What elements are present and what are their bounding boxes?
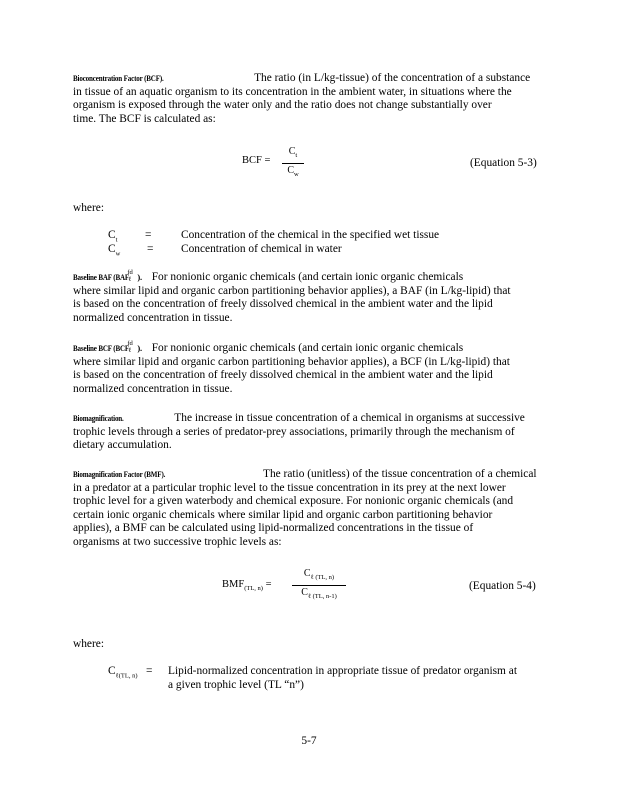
biomagnification-paragraph xyxy=(73,412,601,453)
definition-row xyxy=(108,243,528,257)
biomag-line3: dietary accumulation. xyxy=(73,439,172,452)
baseline-baf-term: Baseline BAF (BAF xyxy=(73,272,130,282)
bmf-line5: applies), a BMF can be calculated using lipid-normalized concentrations in the tissue of xyxy=(73,522,474,535)
def3-eq: = xyxy=(146,665,153,677)
eq54-den: C xyxy=(301,587,308,598)
biomag-line2: trophic levels through a series of predator-prey associations, primarily through the mechanism of xyxy=(73,425,515,438)
bmf-line2: in a predator at a particular trophic level to the tissue concentration in its prey at the next lower xyxy=(73,481,506,494)
definitions-list-2 xyxy=(108,665,588,693)
definition-row xyxy=(108,229,528,243)
baseline-bcf-line1: For nonionic organic chemicals (and certain ionic organic chemicals xyxy=(151,342,464,354)
eq54-lhs: BMF xyxy=(222,579,245,590)
eq53-fraction xyxy=(282,146,304,181)
definitions-list-1 xyxy=(108,229,528,257)
eq54-num-sub: ℓ (TL, n) xyxy=(310,574,335,581)
bcf-line2: in tissue of an aquatic organism to its concentration in the ambient water, in situations where the xyxy=(73,85,512,98)
baseline-baf-close: ). xyxy=(137,272,142,282)
bcf-line1: The ratio (in L/kg-tissue) of the concentration of a substance xyxy=(254,72,531,84)
def1-text: Concentration of the chemical in the specified wet tissue xyxy=(181,229,440,241)
baseline-baf-sup: fd xyxy=(127,269,133,276)
eq54-den-sub: ℓ (TL, n-1) xyxy=(307,593,337,600)
def3-sub: ℓ(TL, n) xyxy=(115,672,138,680)
definition-row xyxy=(108,665,588,693)
baseline-bcf-line4: normalized concentration in tissue. xyxy=(73,382,233,395)
eq53-label: (Equation 5-3) xyxy=(470,157,537,169)
baseline-baf-line3: is based on the concentration of freely dissolved chemical in the ambient water and the lipid xyxy=(73,298,493,311)
baseline-baf-line2: where similar lipid and organic carbon partitioning behavior applies), a BAF (in L/kg-lipid) that xyxy=(73,284,511,297)
def2-text: Concentration of chemical in water xyxy=(181,243,342,255)
baseline-bcf-line3: is based on the concentration of freely dissolved chemical in the ambient water and the lipid xyxy=(73,369,493,382)
def1-sym: C xyxy=(108,229,116,241)
bcf-term: Bioconcentration Factor (BCF). xyxy=(73,73,164,83)
eq54-fraction xyxy=(292,568,346,603)
baseline-bcf-close: ). xyxy=(137,343,142,353)
baseline-bcf-sup: fd xyxy=(127,340,133,347)
def3-sym: C xyxy=(108,665,116,677)
def2-eq: = xyxy=(147,243,154,255)
biomag-term: Biomagnification. xyxy=(73,413,124,423)
def3-line2: a given trophic level (TL “n”) xyxy=(168,679,304,691)
baseline-bcf-line2: where similar lipid and organic carbon partitioning behavior applies), a BCF (in L/kg-lipid) that xyxy=(73,355,510,368)
eq53-den: C xyxy=(287,165,294,176)
eq54-num: C xyxy=(303,568,311,579)
bmf-line4: certain ionic organic chemicals where similar lipid and organic carbon partitioning behavior xyxy=(73,508,493,521)
bmf-term: Biomagnification Factor (BMF). xyxy=(73,469,166,479)
def3-line1: Lipid-normalized concentration in appropriate tissue of predator organism at xyxy=(168,665,517,677)
def2-sym: C xyxy=(108,243,116,255)
eq53-lhs: BCF = xyxy=(242,155,271,166)
page-number: 5-7 xyxy=(301,735,317,747)
baseline-baf-line4: normalized concentration in tissue. xyxy=(73,311,233,324)
eq53-num: C xyxy=(288,146,296,157)
def2-sub: w xyxy=(115,250,121,258)
baseline-baf-sub: ℓ xyxy=(128,276,132,283)
eq54-label: (Equation 5-4) xyxy=(469,580,536,592)
def1-sub: t xyxy=(115,236,118,244)
bcf-line4: time. The BCF is calculated as: xyxy=(73,112,216,125)
baseline-bcf-paragraph xyxy=(73,341,601,396)
baseline-bcf-sub: ℓ xyxy=(128,347,132,354)
def1-eq: = xyxy=(145,229,152,241)
baseline-baf-line1: For nonionic organic chemicals (and certain ionic organic chemicals xyxy=(151,271,464,283)
eq53-num-sub: t xyxy=(295,152,298,159)
bmf-line3: trophic level for a given waterbody and chemical exposure. For nonionic organic chemicals (and xyxy=(73,495,514,508)
biomag-line1: The increase in tissue concentration of a chemical in organisms at successive xyxy=(174,412,525,424)
eq54-eq: = xyxy=(265,579,272,590)
eq54-lhs-sub: (TL, n) xyxy=(244,585,263,593)
bmf-paragraph xyxy=(73,468,601,550)
where-label-1: where: xyxy=(73,202,104,214)
baseline-baf-paragraph xyxy=(73,270,601,325)
bcf-paragraph xyxy=(73,72,601,126)
where-label-2: where: xyxy=(73,638,104,650)
baseline-bcf-term: Baseline BCF (BCF xyxy=(73,343,130,353)
bmf-line6: organisms at two successive trophic levels as: xyxy=(73,535,282,548)
eq53-den-sub: w xyxy=(293,171,299,178)
bmf-line1: The ratio (unitless) of the tissue concentration of a chemical xyxy=(262,468,537,480)
bcf-line3: organism is exposed through the water only and the ratio does not change substantially over xyxy=(73,99,492,112)
